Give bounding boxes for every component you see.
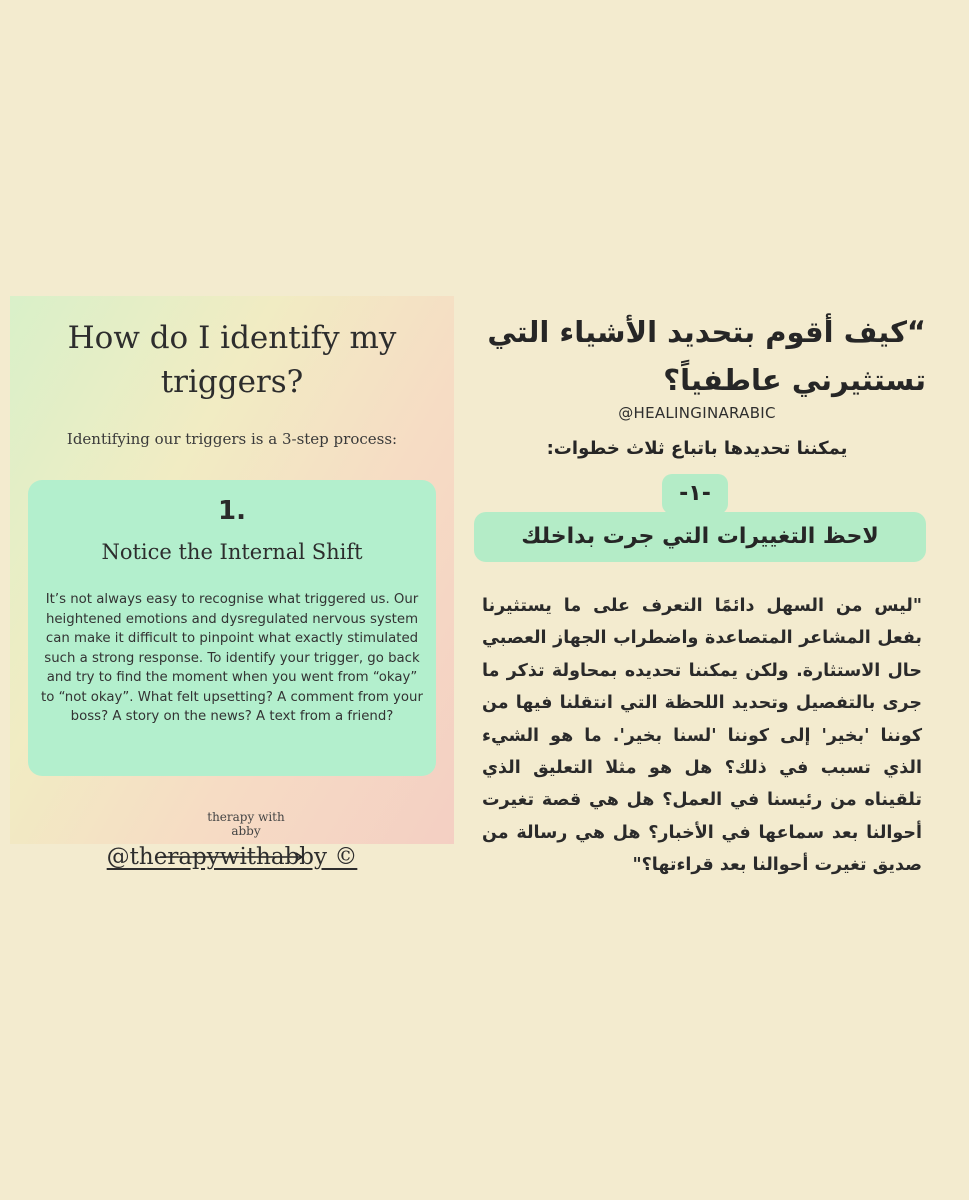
step-body: It’s not always easy to recognise what triggered us. Our heightened emotions and dysregulated nervous system can make it difficult to pinpoint what exactly stimulated such a strong response. To identify your trigger, go back and try to find the moment when you went from “okay” to “not okay”. What felt upsetting? A comment from your boss? A story on the news? A text from a friend? — [41, 592, 423, 724]
english-card — [10, 296, 454, 870]
step-one-box — [28, 480, 436, 776]
arabic-column — [462, 296, 952, 876]
arabic-title: “كيف أقوم بتحديد الأشياء التي تستثيرني عاطفياً؟ — [487, 315, 926, 397]
author-handle-text[interactable]: @therapywithabby © — [106, 844, 358, 870]
step-heading: Notice the Internal Shift — [101, 540, 363, 564]
arabic-handle: @HEALINGINARABIC — [618, 404, 776, 422]
author-handle[interactable] — [10, 844, 454, 870]
step-number: 1. — [218, 496, 246, 526]
arabic-step-tag: -١- — [662, 474, 728, 514]
card-subtitle: Identifying our triggers is a 3-step process: — [66, 430, 398, 448]
card-title: How do I identify my triggers? — [67, 320, 397, 400]
brand-logo: therapy with abby — [207, 810, 285, 838]
arabic-intro: يمكننا تحديدها باتباع ثلاث خطوات: — [546, 438, 848, 459]
arabic-body: "ليس من السهل دائمًا التعرف على ما يستثيرنا بفعل المشاعر المتصاعدة واضطراب الجهاز العصبي حال الاستثارة. ولكن يمكننا تحديده بمحاولة تذكر ما جرى بالتفصيل وتحديد اللحظة التي انتقلنا فيها من كوننا 'بخير' إلى كوننا 'لسنا بخير'. ما هو الشيء الذي تسبب في ذلك؟ هل هو مثلا التعليق الذي تلقيناه من رئيسنا في العمل؟ هل هي قصة تغيرت أحوالنا بعد سماعها في الأخبار؟ هل هي رسالة من صديق تغيرت أحوالنا بعد قراءتها؟" — [482, 596, 922, 876]
arabic-step-heading: لاحظ التغييرات التي جرت بداخلك — [474, 512, 926, 562]
